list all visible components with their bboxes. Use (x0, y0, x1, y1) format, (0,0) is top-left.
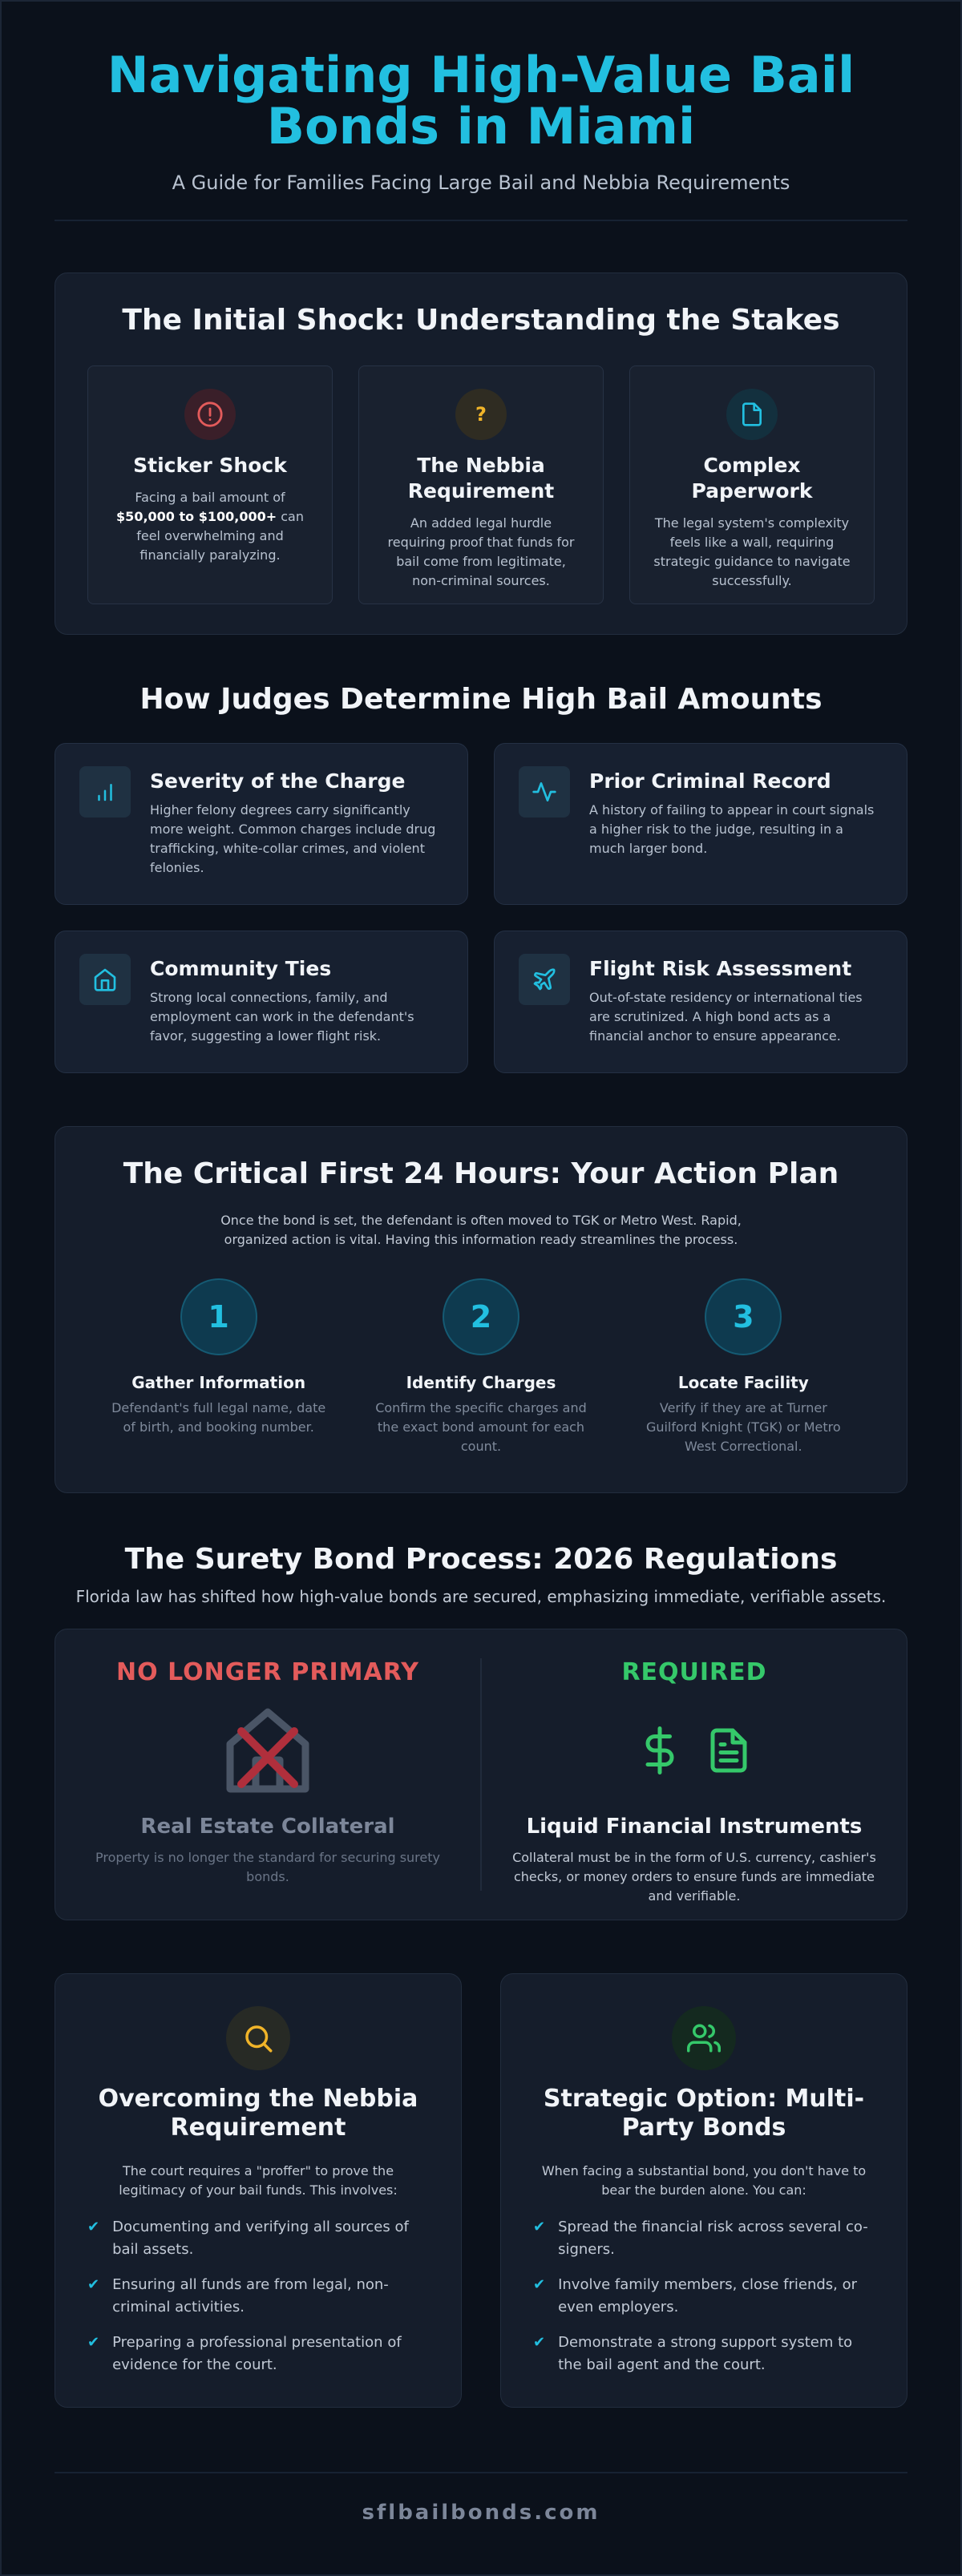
document-icon (726, 389, 778, 440)
footer-site: sflbailbonds.com (362, 2501, 600, 2525)
check-icon: ✔ (87, 2219, 100, 2235)
section-title: The Initial Shock: Understanding the Stakes (122, 304, 840, 337)
section-title: The Surety Bond Process: 2026 Regulations (124, 1543, 838, 1576)
panel-text: Collateral must be in the form of U.S. currency, cashier's checks, or money orders to ensure funds are immediate and verifiable. (512, 1850, 876, 1904)
initial-shock-section (55, 273, 907, 635)
card-title: The Nebbia Requirement (407, 454, 555, 503)
card-title: Sticker Shock (133, 454, 287, 477)
panel-label: NO LONGER PRIMARY (116, 1658, 419, 1686)
list-item: ✔ Involve family members, close friends, or even employers. (533, 2274, 875, 2319)
step-number: 1 (180, 1278, 257, 1355)
bar-chart-icon (79, 766, 131, 818)
card-text: Strong local connections, family, and employment can work in the defendant's favor, suggesting a lower flight risk. (150, 990, 414, 1044)
judges-factors-grid (55, 743, 907, 1073)
house-crossed-icon (224, 1702, 312, 1799)
card-title: Strategic Option: Multi-Party Bonds (543, 2085, 865, 2142)
card-text: Facing a bail amount of $50,000 to $100,000+ can feel overwhelming and financially paralyzing. (116, 490, 304, 563)
check-icon: ✔ (533, 2276, 546, 2293)
step-title: Locate Facility (677, 1373, 809, 1392)
prior-record-card (494, 743, 907, 905)
activity-icon (519, 766, 570, 818)
users-icon (672, 2006, 736, 2070)
step-text: Confirm the specific charges and the exact bond amount for each count. (375, 1400, 587, 1454)
required-panel (482, 1629, 907, 1920)
nebbia-list (87, 2216, 429, 2376)
check-icon: ✔ (533, 2334, 546, 2351)
panel-title: Liquid Financial Instruments (526, 1815, 863, 1839)
card-text: Out-of-state residency or international ties are scrutinized. A high bond acts as a financial anchor to ensure appearance. (589, 990, 863, 1044)
flight-risk-card (494, 931, 907, 1073)
multi-party-card (500, 1973, 907, 2408)
list-item: ✔ Preparing a professional presentation of evidence for the court. (87, 2332, 429, 2376)
list-item: ✔ Demonstrate a strong support system to the bail agent and the court. (533, 2332, 875, 2376)
action-plan-section (55, 1126, 907, 1493)
card-title: Overcoming the Nebbia Requirement (98, 2085, 418, 2142)
check-icon: ✔ (533, 2219, 546, 2235)
home-icon (79, 954, 131, 1005)
card-text: An added legal hurdle requiring proof that funds for bail come from legitimate, non-criminal sources. (387, 515, 575, 588)
multiparty-list (533, 2216, 875, 2376)
page-subtitle: A Guide for Families Facing Large Bail and Nebbia Requirements (172, 172, 790, 194)
sticker-shock-card (87, 365, 333, 604)
card-title: Complex Paperwork (691, 454, 813, 503)
divider (55, 220, 907, 221)
list-item: ✔ Documenting and verifying all sources of bail assets. (87, 2216, 429, 2261)
question-icon: ? (455, 389, 507, 440)
list-item: ✔ Spread the financial risk across several co-signers. (533, 2216, 875, 2261)
page-title: Navigating High-Value Bail Bonds in Miami (107, 46, 855, 155)
header (55, 2, 907, 194)
nebbia-card (55, 1973, 462, 2408)
card-text: A history of failing to appear in court signals a higher risk to the judge, resulting in a much larger bond. (589, 802, 875, 856)
card-text: Higher felony degrees carry significantly more weight. Common charges include drug trafficking, white-collar crimes, and violent felonies. (150, 802, 436, 875)
divider (55, 2472, 907, 2473)
card-title: Prior Criminal Record (589, 769, 831, 793)
step-1 (87, 1278, 350, 1456)
panel-text: Property is no longer the standard for securing surety bonds. (95, 1850, 440, 1884)
card-title: Community Ties (150, 957, 332, 980)
strategy-cards (55, 1973, 907, 2408)
search-icon (226, 2006, 290, 2070)
list-item: ✔ Ensuring all funds are from legal, non-criminal activities. (87, 2274, 429, 2319)
alert-circle-icon (184, 389, 236, 440)
step-title: Identify Charges (406, 1373, 556, 1392)
step-text: Defendant's full legal name, date of birth, and booking number. (111, 1400, 326, 1435)
step-text: Verify if they are at Turner Guilford Knight (TGK) or Metro West Correctional. (645, 1400, 841, 1454)
card-title: Flight Risk Assessment (589, 957, 852, 980)
nebbia-requirement-card (358, 365, 604, 604)
plane-icon (519, 954, 570, 1005)
severity-card (55, 743, 468, 905)
panel-title: Real Estate Collateral (140, 1815, 395, 1839)
check-icon: ✔ (87, 2276, 100, 2293)
complex-paperwork-card (629, 365, 875, 604)
check-icon: ✔ (87, 2334, 100, 2351)
file-text-icon (705, 1722, 753, 1779)
section-title: How Judges Determine High Bail Amounts (139, 683, 823, 716)
card-intro: The court requires a "proffer" to prove the legitimacy of your bail funds. This involves: (119, 2163, 398, 2198)
card-text: The legal system's complexity feels like a wall, requiring strategic guidance to navigate successfully. (653, 515, 851, 588)
step-title: Gather Information (131, 1373, 306, 1392)
dollar-icon (636, 1722, 684, 1779)
step-number: 3 (705, 1278, 782, 1355)
panel-label: REQUIRED (621, 1658, 767, 1686)
card-intro: When facing a substantial bond, you don't have to bear the burden alone. You can: (541, 2163, 867, 2198)
surety-comparison (55, 1629, 907, 1920)
section-title: The Critical First 24 Hours: Your Action Plan (123, 1157, 839, 1190)
community-ties-card (55, 931, 468, 1073)
section-intro: Once the bond is set, the defendant is often moved to TGK or Metro West. Rapid, organized action is vital. Having this information ready streamlines the process. (220, 1213, 742, 1247)
step-2 (350, 1278, 612, 1456)
step-number: 2 (443, 1278, 519, 1355)
step-3 (612, 1278, 875, 1456)
no-longer-primary-panel (55, 1658, 482, 1891)
section-subtitle: Florida law has shifted how high-value bonds are secured, emphasizing immediate, verifiable assets. (75, 1587, 887, 1606)
card-title: Severity of the Charge (150, 769, 406, 793)
